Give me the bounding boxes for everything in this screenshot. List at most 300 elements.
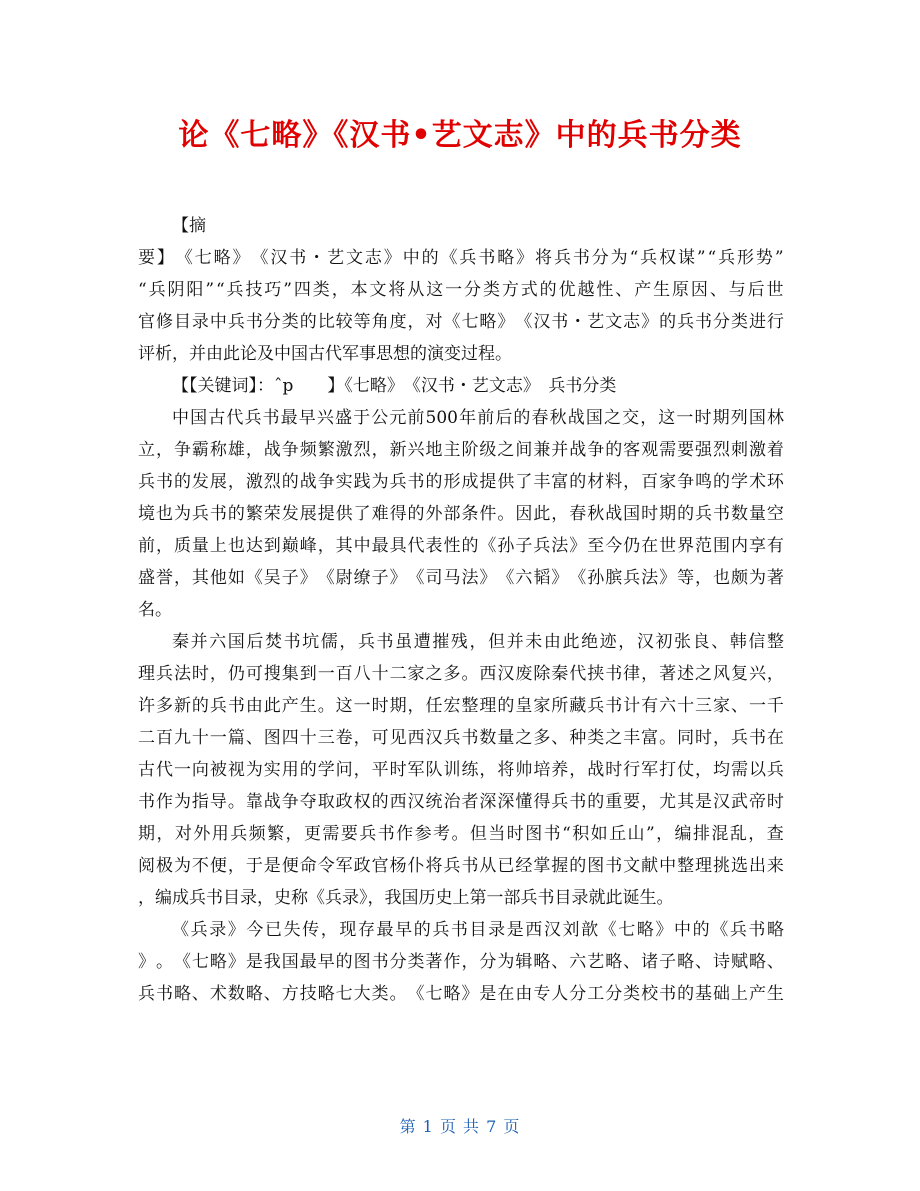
text-glyph: 考 — [433, 824, 450, 844]
text-glyph: 年 — [459, 408, 477, 428]
text-glyph: 书 — [227, 696, 245, 716]
text-glyph: 时 — [695, 728, 713, 748]
text-glyph: ， — [656, 824, 674, 844]
text-glyph: 整 — [677, 856, 695, 876]
text-glyph: 略 — [605, 952, 623, 972]
text-glyph: 要 — [138, 248, 155, 268]
text-glyph: 古 — [208, 408, 226, 428]
text-glyph: 之 — [425, 664, 443, 684]
text-glyph: 韬 — [533, 568, 551, 588]
text-glyph: 将 — [388, 280, 406, 300]
text-glyph: 空 — [766, 504, 784, 524]
text-glyph: 迹 — [599, 632, 617, 652]
text-glyph: 代 — [226, 408, 244, 428]
text-glyph: 著 — [659, 664, 677, 684]
text-glyph: 的 — [421, 248, 439, 268]
text-glyph: 等 — [353, 312, 371, 332]
text-glyph: 战 — [587, 760, 605, 780]
text-glyph: 激 — [335, 440, 353, 460]
text-glyph: 。 — [389, 984, 407, 1004]
text-glyph: 的 — [587, 792, 605, 812]
text-glyph: 将 — [425, 856, 443, 876]
text-glyph: 盛 — [138, 568, 155, 588]
text-glyph: 政 — [353, 856, 371, 876]
text-glyph: 汉 — [636, 632, 654, 652]
text-glyph: 早 — [298, 408, 316, 428]
text-glyph: “ — [215, 280, 225, 300]
text-glyph: ， — [766, 664, 784, 684]
text-glyph: 繁 — [317, 440, 335, 460]
text-glyph: 刺 — [730, 440, 748, 460]
text-glyph: 类 — [482, 280, 500, 300]
text-glyph: ， — [713, 728, 730, 748]
text-glyph: 坑 — [302, 632, 320, 652]
text-glyph: 子 — [281, 568, 299, 588]
text-glyph: 时 — [766, 792, 784, 812]
text-glyph: 著 — [425, 952, 443, 972]
text-glyph: 作 — [396, 824, 414, 844]
text-glyph: 战 — [605, 504, 623, 524]
text-glyph: 校 — [641, 984, 659, 1004]
text-glyph: 。 — [461, 664, 479, 684]
text-glyph: 可 — [245, 664, 263, 684]
text-glyph: 略 — [245, 984, 263, 1004]
text-glyph: 繁 — [245, 504, 263, 524]
text-glyph: 分 — [605, 984, 623, 1004]
text-glyph: 提 — [317, 504, 335, 524]
text-glyph: 之 — [515, 728, 533, 748]
text-glyph: 一 — [317, 664, 335, 684]
text-glyph: 志 — [364, 248, 382, 268]
text-glyph: ， — [640, 408, 658, 428]
text-glyph: 已 — [497, 856, 515, 876]
text-glyph: 不 — [191, 856, 209, 876]
text-glyph: 也 — [155, 504, 173, 524]
text-glyph: 兵 — [718, 248, 736, 268]
text-glyph: 技 — [245, 280, 263, 300]
text-glyph: 秋 — [549, 408, 567, 428]
text-glyph: 类 — [730, 312, 748, 332]
text-glyph: 艺 — [327, 248, 345, 268]
text-glyph: 对 — [425, 312, 443, 332]
text-glyph: 中 — [402, 248, 420, 268]
text-glyph: ， — [695, 568, 713, 588]
text-glyph: 前 — [477, 408, 495, 428]
text-glyph: 见 — [389, 728, 407, 748]
text-glyph: 此 — [562, 632, 580, 652]
text-glyph: 便 — [209, 856, 227, 876]
text-glyph: 平 — [371, 760, 389, 780]
text-glyph: 部 — [443, 504, 461, 524]
text-glyph: 》 — [232, 248, 250, 268]
text-glyph: 并 — [551, 440, 569, 460]
text-glyph: 绝 — [581, 632, 599, 652]
text-glyph: 的 — [713, 472, 730, 492]
text-glyph: 》 — [569, 536, 587, 556]
text-glyph: 大 — [353, 984, 371, 1004]
text-glyph: 】 — [156, 248, 174, 268]
paragraph-line — [138, 626, 784, 658]
text-glyph: 可 — [371, 728, 389, 748]
text-glyph: 书 — [605, 664, 623, 684]
text-glyph: 六 — [569, 952, 587, 972]
text-glyph: 艺 — [587, 952, 605, 972]
text-glyph: 帅 — [515, 760, 533, 780]
text-glyph: ， — [173, 568, 191, 588]
text-glyph: 环 — [766, 472, 784, 492]
text-glyph: 查 — [766, 824, 784, 844]
text-glyph: 世 — [659, 536, 677, 556]
text-glyph: 录 — [209, 920, 227, 940]
text-glyph: 越 — [577, 280, 595, 300]
text-glyph: 时 — [641, 504, 659, 524]
text-glyph: ， — [353, 760, 371, 780]
text-glyph: ， — [469, 632, 487, 652]
text-glyph: 信 — [748, 632, 766, 652]
paragraph-line — [138, 530, 784, 562]
text-glyph: 书 — [245, 312, 263, 332]
text-glyph: 整 — [767, 632, 784, 652]
text-glyph: 懂 — [515, 792, 533, 812]
text-glyph: 军 — [407, 760, 425, 780]
text-glyph: 》 — [227, 952, 245, 972]
text-glyph: 战 — [263, 792, 281, 812]
text-glyph: 在 — [497, 984, 515, 1004]
text-glyph: 前 — [138, 536, 155, 556]
text-glyph: 山 — [627, 824, 645, 844]
text-glyph: 书 — [289, 248, 307, 268]
text-glyph: 文 — [623, 856, 641, 876]
text-glyph: 代 — [407, 536, 425, 556]
text-glyph: 之 — [695, 664, 713, 684]
text-glyph: 的 — [677, 984, 695, 1004]
text-glyph: 重 — [605, 792, 623, 812]
text-glyph: 兵 — [227, 312, 245, 332]
text-glyph: 存 — [357, 920, 375, 940]
text-glyph: 方 — [281, 984, 299, 1004]
text-glyph: 阶 — [461, 440, 479, 460]
text-glyph: 、 — [615, 280, 633, 300]
text-glyph: 》 — [227, 920, 245, 940]
text-glyph: 数 — [479, 728, 497, 748]
text-glyph: 兵 — [191, 504, 209, 524]
text-glyph: 书 — [569, 792, 587, 812]
text-glyph: 修 — [155, 312, 173, 332]
text-glyph: 著 — [766, 568, 784, 588]
text-glyph: 》 — [479, 568, 497, 588]
text-glyph: 丰 — [533, 472, 551, 492]
text-glyph: 挑 — [713, 856, 730, 876]
text-glyph: 分 — [479, 952, 497, 972]
text-glyph: 《 — [407, 984, 425, 1004]
text-glyph: 类 — [312, 280, 330, 300]
text-glyph: 国 — [748, 408, 766, 428]
text-glyph: 烈 — [713, 440, 730, 460]
text-glyph: 汉 — [407, 792, 425, 812]
text-glyph: 《 — [245, 568, 263, 588]
text-glyph: 汉 — [543, 920, 561, 940]
text-glyph: 学 — [730, 472, 748, 492]
text-glyph: 早 — [395, 920, 413, 940]
text-glyph: 十 — [299, 728, 317, 748]
text-glyph: 。 — [227, 792, 245, 812]
text-glyph: 权 — [353, 792, 371, 812]
text-glyph: 集 — [281, 664, 299, 684]
text-glyph: 是 — [479, 984, 497, 1004]
text-glyph: 书 — [450, 920, 468, 940]
text-glyph: 。 — [451, 824, 469, 844]
text-glyph: 成 — [461, 472, 479, 492]
paragraph-line — [138, 754, 784, 786]
text-glyph: 比 — [317, 312, 335, 332]
text-glyph: 书 — [155, 984, 173, 1004]
text-glyph: 《 — [407, 568, 425, 588]
text-glyph: 势 — [755, 248, 773, 268]
text-glyph: 理 — [479, 696, 497, 716]
text-glyph: 百 — [641, 472, 659, 492]
text-glyph: 质 — [173, 536, 191, 556]
text-glyph: 已 — [264, 920, 282, 940]
text-glyph: ， — [353, 728, 371, 748]
text-glyph: 新 — [173, 696, 191, 716]
text-glyph: 前 — [407, 408, 425, 428]
text-glyph: 类 — [407, 952, 425, 972]
text-glyph: 现 — [339, 920, 357, 940]
text-glyph: ， — [695, 760, 713, 780]
text-glyph: 林 — [766, 408, 784, 428]
text-glyph: 称 — [209, 440, 227, 460]
text-glyph: 因 — [690, 280, 708, 300]
text-glyph: 术 — [748, 472, 766, 492]
text-glyph: 书 — [551, 312, 569, 332]
text-glyph: 养 — [551, 760, 569, 780]
text-glyph: 一 — [676, 408, 694, 428]
text-glyph: 兵 — [190, 920, 208, 940]
text-glyph: 、 — [623, 952, 641, 972]
text-glyph: ， — [623, 472, 641, 492]
text-glyph: 指 — [191, 792, 209, 812]
paragraph-line — [138, 498, 784, 530]
text-glyph: 的 — [371, 792, 389, 812]
text-glyph: 七 — [194, 248, 212, 268]
text-glyph: 、 — [766, 952, 784, 972]
text-glyph: 交 — [622, 408, 640, 428]
text-glyph: 作 — [443, 952, 461, 972]
text-glyph: ， — [461, 952, 479, 972]
text-glyph: 激 — [245, 472, 263, 492]
text-glyph: 兵 — [244, 408, 262, 428]
text-glyph: 《 — [515, 312, 533, 332]
text-glyph: 为 — [610, 248, 628, 268]
text-glyph: 国 — [623, 504, 641, 524]
text-glyph: 十 — [371, 664, 389, 684]
text-glyph: 间 — [515, 440, 533, 460]
text-glyph: 仍 — [623, 536, 641, 556]
text-glyph: 四 — [293, 280, 311, 300]
text-glyph: 略 — [479, 312, 497, 332]
text-glyph: 得 — [389, 504, 407, 524]
text-glyph: 排 — [692, 824, 710, 844]
paragraph-line — [138, 402, 784, 434]
text-glyph: 任 — [425, 696, 443, 716]
text-glyph: 种 — [569, 728, 587, 748]
text-glyph: 武 — [730, 792, 748, 812]
text-glyph: 兵 — [443, 856, 461, 876]
text-glyph: 向 — [191, 760, 209, 780]
text-glyph: 略 — [173, 984, 191, 1004]
text-glyph: 吴 — [263, 568, 281, 588]
text-glyph: 代 — [155, 760, 173, 780]
text-glyph: 艺 — [587, 312, 605, 332]
text-glyph: 录 — [191, 312, 209, 332]
text-glyph: 难 — [371, 504, 389, 524]
text-glyph: 数 — [227, 984, 245, 1004]
text-glyph: 件 — [479, 504, 497, 524]
text-glyph: 马 — [443, 568, 461, 588]
text-glyph: 诸 — [641, 952, 659, 972]
text-glyph: ， — [245, 440, 263, 460]
text-glyph: 为 — [173, 856, 191, 876]
text-glyph: 誉 — [155, 568, 173, 588]
text-glyph: 丘 — [609, 824, 627, 844]
text-glyph: 列 — [730, 408, 748, 428]
text-glyph: 书 — [461, 856, 479, 876]
text-glyph: 围 — [713, 536, 730, 556]
text-glyph: 外 — [193, 824, 211, 844]
text-glyph: 战 — [569, 440, 587, 460]
text-glyph: 》 — [641, 312, 659, 332]
text-glyph: 图 — [353, 952, 371, 972]
text-glyph: 供 — [335, 504, 353, 524]
text-glyph: 家 — [659, 472, 677, 492]
text-glyph: 《 — [251, 248, 269, 268]
text-glyph: 战 — [299, 472, 317, 492]
text-glyph: 上 — [730, 984, 748, 1004]
text-glyph: 数 — [730, 504, 748, 524]
text-glyph: 今 — [246, 920, 264, 940]
text-glyph: 需 — [322, 824, 340, 844]
text-glyph: 之 — [605, 728, 623, 748]
text-glyph: 时 — [694, 408, 712, 428]
text-glyph: 春 — [531, 408, 549, 428]
text-glyph: 积 — [572, 824, 590, 844]
text-glyph: 志 — [623, 312, 641, 332]
text-glyph: 杨 — [389, 856, 407, 876]
text-glyph: 书 — [695, 312, 713, 332]
text-glyph: ， — [320, 920, 338, 940]
text-glyph: 仍 — [227, 664, 245, 684]
text-glyph: 、 — [709, 280, 727, 300]
text-glyph: 律 — [623, 664, 641, 684]
text-glyph: 篇 — [227, 728, 245, 748]
text-glyph: 兵 — [766, 760, 784, 780]
text-glyph: 国 — [281, 952, 299, 972]
text-glyph: 阳 — [186, 280, 204, 300]
text-glyph: 略 — [748, 952, 766, 972]
text-glyph: 专 — [533, 984, 551, 1004]
text-glyph: 是 — [506, 920, 524, 940]
text-glyph: 分 — [464, 280, 482, 300]
text-glyph: 表 — [425, 536, 443, 556]
text-glyph: ・ — [569, 312, 587, 332]
text-glyph: 后 — [747, 280, 765, 300]
abstract-line: 评析，并由此论及中国古代军事思想的演变过程。 — [138, 344, 512, 364]
text-glyph: 的 — [173, 472, 191, 492]
text-glyph: 国 — [227, 632, 245, 652]
text-glyph: 略 — [443, 984, 461, 1004]
text-glyph: 书 — [713, 504, 730, 524]
text-glyph: ， — [227, 472, 245, 492]
text-glyph: 》 — [138, 952, 155, 972]
text-glyph: 兵 — [148, 280, 166, 300]
paragraph-line — [138, 978, 784, 1010]
text-glyph: 七 — [618, 920, 636, 940]
text-glyph: 张 — [674, 632, 692, 652]
text-glyph: 具 — [389, 536, 407, 556]
text-glyph: 兵 — [553, 248, 571, 268]
text-glyph: 我 — [263, 952, 281, 972]
text-glyph: 视 — [227, 760, 245, 780]
text-glyph: 中 — [674, 920, 692, 940]
text-glyph: 由 — [515, 984, 533, 1004]
text-glyph: 此 — [263, 696, 281, 716]
text-glyph: 《 — [317, 568, 335, 588]
text-glyph: 子 — [371, 568, 389, 588]
text-glyph: 编 — [674, 824, 692, 844]
text-glyph: 要 — [623, 792, 641, 812]
text-glyph: 来 — [766, 856, 784, 876]
text-glyph: 境 — [138, 504, 155, 524]
text-glyph: 繁 — [267, 824, 285, 844]
text-glyph: 录 — [488, 920, 506, 940]
text-glyph: 的 — [227, 504, 245, 524]
text-glyph: 富 — [551, 472, 569, 492]
text-glyph: 略 — [677, 952, 695, 972]
paragraph-line — [138, 722, 784, 754]
text-glyph: 理 — [138, 664, 155, 684]
text-glyph: 辑 — [515, 952, 533, 972]
text-glyph: 《 — [443, 312, 461, 332]
text-glyph: 均 — [713, 760, 730, 780]
text-glyph: 八 — [353, 664, 371, 684]
text-glyph: 、 — [730, 696, 748, 716]
paragraph-line: 名。 — [138, 600, 172, 620]
text-glyph: 兼 — [533, 440, 551, 460]
text-glyph: 七 — [461, 312, 479, 332]
keywords-line: 【【关键词】：ˆp 】《七略》 《汉书・艺文志》 兵书分类 — [172, 376, 617, 396]
text-glyph: 其 — [677, 792, 695, 812]
text-glyph: 许 — [138, 696, 155, 716]
text-glyph: 七 — [425, 984, 443, 1004]
text-glyph: 韩 — [729, 632, 747, 652]
text-glyph: 由 — [245, 696, 263, 716]
text-glyph: 书 — [572, 248, 590, 268]
text-glyph: 至 — [587, 536, 605, 556]
text-glyph: 队 — [425, 760, 443, 780]
text-glyph: 了 — [353, 504, 371, 524]
text-glyph: 将 — [497, 760, 515, 780]
text-glyph: 的 — [407, 504, 425, 524]
paragraph-line — [138, 562, 784, 594]
text-glyph: 在 — [641, 536, 659, 556]
text-glyph: 中 — [353, 536, 371, 556]
text-glyph: 兵 — [730, 728, 748, 748]
text-glyph: 书 — [209, 504, 227, 524]
text-glyph: 为 — [173, 504, 191, 524]
text-glyph: ” — [645, 824, 655, 844]
text-glyph: 的 — [605, 440, 623, 460]
text-glyph: 的 — [335, 952, 353, 972]
